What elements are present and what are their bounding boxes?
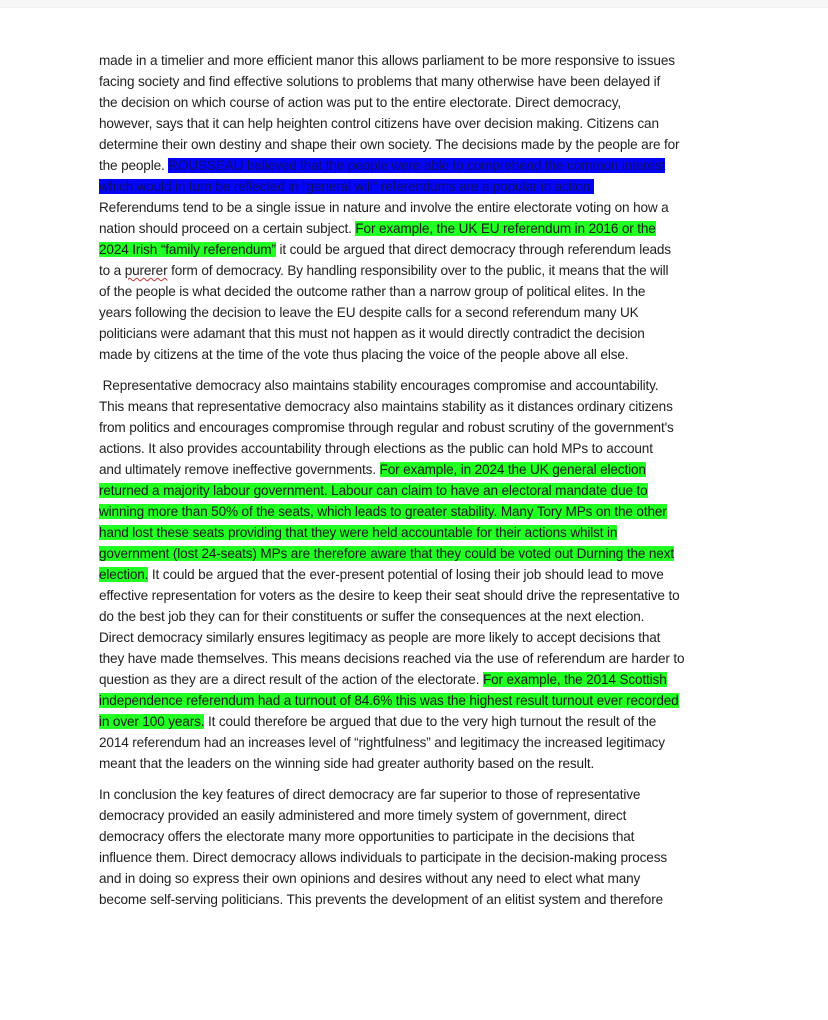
text-line: [99, 218, 739, 239]
text-run: the decision on which course of action was put to the entire electorate. Direct democracy,: [99, 95, 621, 110]
text-run: Representative democracy also maintains stability encourages compromise and accountability.: [99, 378, 659, 393]
text-run: Referendums tend to be a single issue in nature and involve the entire electorate voting on how a: [99, 200, 669, 215]
text-line: [99, 627, 739, 648]
text-line: [99, 323, 739, 344]
text-run: years following the decision to leave the EU despite calls for a second referendum many UK: [99, 305, 639, 320]
text-run: they have made themselves. This means decisions reached via the use of referendum are harder to: [99, 651, 685, 666]
text-line: [99, 648, 739, 669]
text-run: question as they are a direct result of the action of the electorate.: [99, 672, 483, 687]
text-run: 2014 referendum had an increases level of “rightfulness” and legitimacy the increased legitimacy: [99, 735, 665, 750]
window-top-edge: [0, 0, 828, 8]
text-line: [99, 543, 739, 564]
blue-highlighted-text: ROUSSEAU believed that the people were able to comprehend the common interest: [168, 158, 666, 173]
text-run: it could be argued that direct democracy through referendum leads: [275, 242, 671, 257]
text-line: [99, 732, 739, 753]
green-highlighted-text: hand lost these seats providing that they were held accountable for their actions whilst in: [99, 525, 618, 540]
green-highlighted-text: winning more than 50% of the seats, which leads to greater stability. Many Tory MPs on the other: [99, 504, 667, 519]
text-run: democracy provided an easily administered and more timely system of government, direct: [99, 808, 627, 823]
text-run: influence them. Direct democracy allows individuals to participate in the decision-making process: [99, 850, 667, 865]
text-run: from politics and encourages compromise through regular and robust scrutiny of the government's: [99, 420, 674, 435]
text-line: [99, 480, 739, 501]
text-line: [99, 826, 739, 847]
text-run: facing society and find effective solutions to problems that many otherwise have been delayed if: [99, 74, 661, 89]
text-line: [99, 344, 739, 365]
text-line: [99, 753, 739, 774]
text-line: [99, 438, 739, 459]
green-highlighted-text: For example, the UK EU referendum in 2016 or the: [355, 221, 656, 236]
text-run: become self-serving politicians. This prevents the development of an elitist system and therefore: [99, 892, 663, 907]
text-line: [99, 606, 739, 627]
text-line: [99, 669, 739, 690]
text-run: meant that the leaders on the winning side had greater authority based on the result.: [99, 756, 595, 771]
text-line: [99, 50, 739, 71]
text-line: [99, 197, 739, 218]
text-line: [99, 522, 739, 543]
text-run: In conclusion the key features of direct democracy are far superior to those of representative: [99, 787, 641, 802]
text-run: do the best job they can for their constituents or suffer the consequences at the next election.: [99, 609, 645, 624]
text-run: democracy offers the electorate many more opportunities to participate in the decisions that: [99, 829, 635, 844]
text-line: [99, 784, 739, 805]
text-run: politicians were adamant that this must not happen as it would directly contradict the decision: [99, 326, 645, 341]
text-line: [99, 459, 739, 480]
document-page[interactable]: [99, 50, 739, 920]
text-line: [99, 889, 739, 910]
text-run: It could be argued that the ever-present potential of losing their job should lead to move: [148, 567, 664, 582]
text-run: actions. It also provides accountability through elections as the public can hold MPs to account: [99, 441, 653, 456]
text-line: [99, 92, 739, 113]
green-highlighted-text: independence referendum had a turnout of 84.6% this was the highest result turnout ever recorded: [99, 693, 679, 708]
text-line: [99, 805, 739, 826]
text-line: [99, 868, 739, 889]
text-run: determine their own destiny and shape their own society. The decisions made by the people are for: [99, 137, 680, 152]
text-line: [99, 585, 739, 606]
text-line: [99, 134, 739, 155]
text-line: [99, 375, 739, 396]
text-line: [99, 847, 739, 868]
text-line: [99, 113, 739, 134]
text-line: [99, 155, 739, 176]
text-run: Direct democracy similarly ensures legitimacy as people are more likely to accept decisions that: [99, 630, 661, 645]
text-line: [99, 501, 739, 522]
text-line: [99, 690, 739, 711]
text-run: It could therefore be argued that due to the very high turnout the result of the: [204, 714, 657, 729]
green-highlighted-text: For example, the 2014 Scottish: [482, 672, 667, 687]
text-line: [99, 260, 739, 281]
text-line: [99, 417, 739, 438]
text-run: however, says that it can help heighten control citizens have over decision making. Citizens can: [99, 116, 659, 131]
blue-highlighted-text: which would in turn be reflected in “general will” referendums are a popular in action.: [99, 179, 594, 194]
green-highlighted-text: in over 100 years.: [99, 714, 205, 729]
text-line: [99, 281, 739, 302]
text-run: to a: [99, 263, 125, 278]
text-run: the people.: [99, 158, 169, 173]
text-run: of the people is what decided the outcome rather than a narrow group of political elites. In the: [99, 284, 646, 299]
text-run: effective representation for voters as the desire to keep their seat should drive the representative to: [99, 588, 680, 603]
text-line: [99, 396, 739, 417]
text-run: form of democracy. By handling responsibility over to the public, it means that the will: [167, 263, 669, 278]
paragraph-conclusion: [99, 784, 739, 910]
green-highlighted-text: government (lost 24-seats) MPs are therefore aware that they could be voted out Durning the next: [99, 546, 674, 561]
text-line: [99, 71, 739, 92]
text-line: [99, 711, 739, 732]
text-line: [99, 239, 739, 260]
text-run: and in doing so express their own opinions and desires without any need to elect what many: [99, 871, 641, 886]
spelling-error-text: purerer: [124, 263, 168, 278]
green-highlighted-text: returned a majority labour government. Labour can claim to have an electoral mandate due to: [99, 483, 648, 498]
text-line: [99, 302, 739, 323]
text-line: [99, 564, 739, 585]
text-run: made by citizens at the time of the vote thus placing the voice of the people above all else.: [99, 347, 629, 362]
text-line: [99, 176, 739, 197]
green-highlighted-text: 2024 Irish “family referendum”: [99, 242, 276, 257]
green-highlighted-text: For example, in 2024 the UK general election: [379, 462, 646, 477]
text-run: made in a timelier and more efficient manor this allows parliament to be more responsive to issues: [99, 53, 675, 68]
paragraph-representative-democracy: [99, 375, 739, 774]
text-run: and ultimately remove ineffective governments.: [99, 462, 380, 477]
text-run: This means that representative democracy also maintains stability as it distances ordinary citizens: [99, 399, 673, 414]
green-highlighted-text: election.: [99, 567, 149, 582]
text-run: nation should proceed on a certain subject.: [99, 221, 356, 236]
paragraph-direct-democracy: [99, 50, 739, 365]
